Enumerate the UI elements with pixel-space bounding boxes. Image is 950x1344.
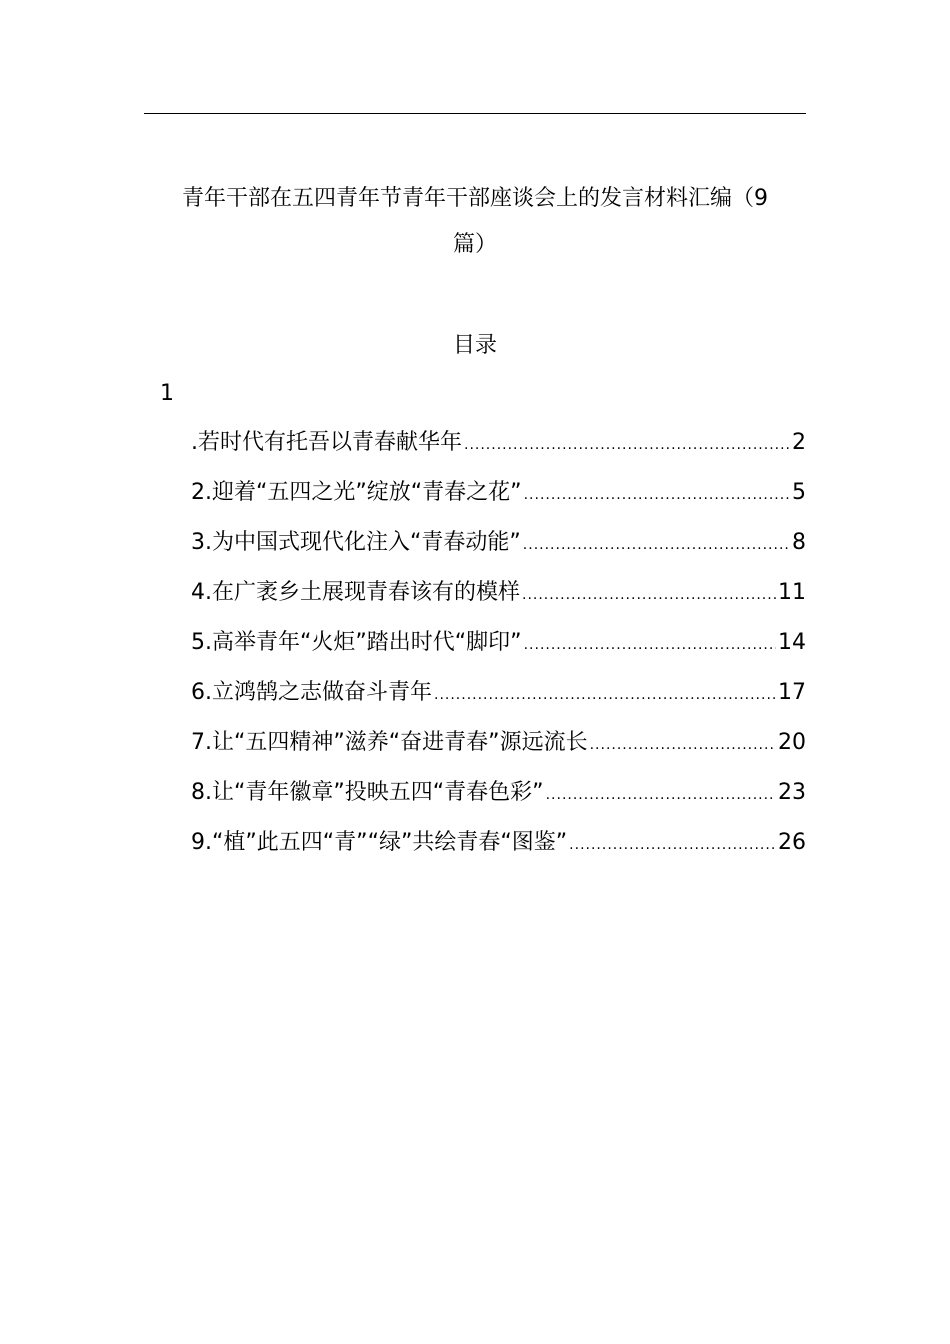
- toc-entry-label: 3.为中国式现代化注入“青春动能”: [191, 530, 521, 555]
- toc-entry[interactable]: [191, 523, 806, 573]
- toc-entry-page: 17: [778, 680, 806, 705]
- toc-entry-label: 9.“植”此五四“青”“绿”共绘青春“图鉴”: [191, 830, 568, 855]
- toc-entry-page: 26: [778, 830, 806, 855]
- toc-leader: [522, 575, 776, 615]
- toc-entry[interactable]: [191, 723, 806, 773]
- toc-entry-label: .若时代有托吾以青春献华年: [191, 430, 462, 455]
- toc-leader: [524, 625, 776, 665]
- table-of-contents: [191, 423, 806, 873]
- toc-entry[interactable]: [191, 773, 806, 823]
- toc-entry-page: 5: [792, 480, 806, 505]
- toc-leader: [569, 825, 776, 865]
- toc-heading: 目录: [452, 333, 497, 358]
- toc-entry-page: 20: [778, 730, 806, 755]
- header-rule: [144, 113, 806, 114]
- toc-entry[interactable]: [191, 823, 806, 873]
- toc-leader: [524, 475, 790, 515]
- toc-leader: [523, 525, 790, 565]
- toc-entry-label: 7.让“五四精神”滋养“奋进青春”源远流长: [191, 730, 588, 755]
- toc-entry[interactable]: [191, 623, 806, 673]
- toc-entry-label: 2.迎着“五四之光”绽放“青春之花”: [191, 480, 522, 505]
- document-title: [144, 176, 806, 268]
- document-title-line-2: 篇）: [452, 232, 497, 257]
- toc-marker: 1: [160, 381, 174, 406]
- document-title-line-1: 青年干部在五四青年节青年干部座谈会上的发言材料汇编（9: [182, 186, 768, 211]
- toc-entry-page: 8: [792, 530, 806, 555]
- toc-entry-page: 14: [778, 630, 806, 655]
- toc-leader: [546, 775, 776, 815]
- toc-entry[interactable]: [191, 673, 806, 723]
- toc-leader: [464, 425, 790, 465]
- toc-entry-label: 8.让“青年徽章”投映五四“青春色彩”: [191, 780, 544, 805]
- toc-entry[interactable]: [191, 423, 806, 473]
- toc-entry-label: 5.高举青年“火炬”踏出时代“脚印”: [191, 630, 522, 655]
- toc-leader: [590, 725, 776, 765]
- toc-entry-label: 4.在广袤乡土展现青春该有的模样: [191, 580, 520, 605]
- toc-entry-page: 2: [792, 430, 806, 455]
- toc-entry-page: 23: [778, 780, 806, 805]
- toc-entry[interactable]: [191, 573, 806, 623]
- toc-entry-page: 11: [778, 580, 806, 605]
- toc-entry[interactable]: [191, 473, 806, 523]
- toc-entry-label: 6.立鸿鹄之志做奋斗青年: [191, 680, 432, 705]
- toc-leader: [434, 675, 776, 715]
